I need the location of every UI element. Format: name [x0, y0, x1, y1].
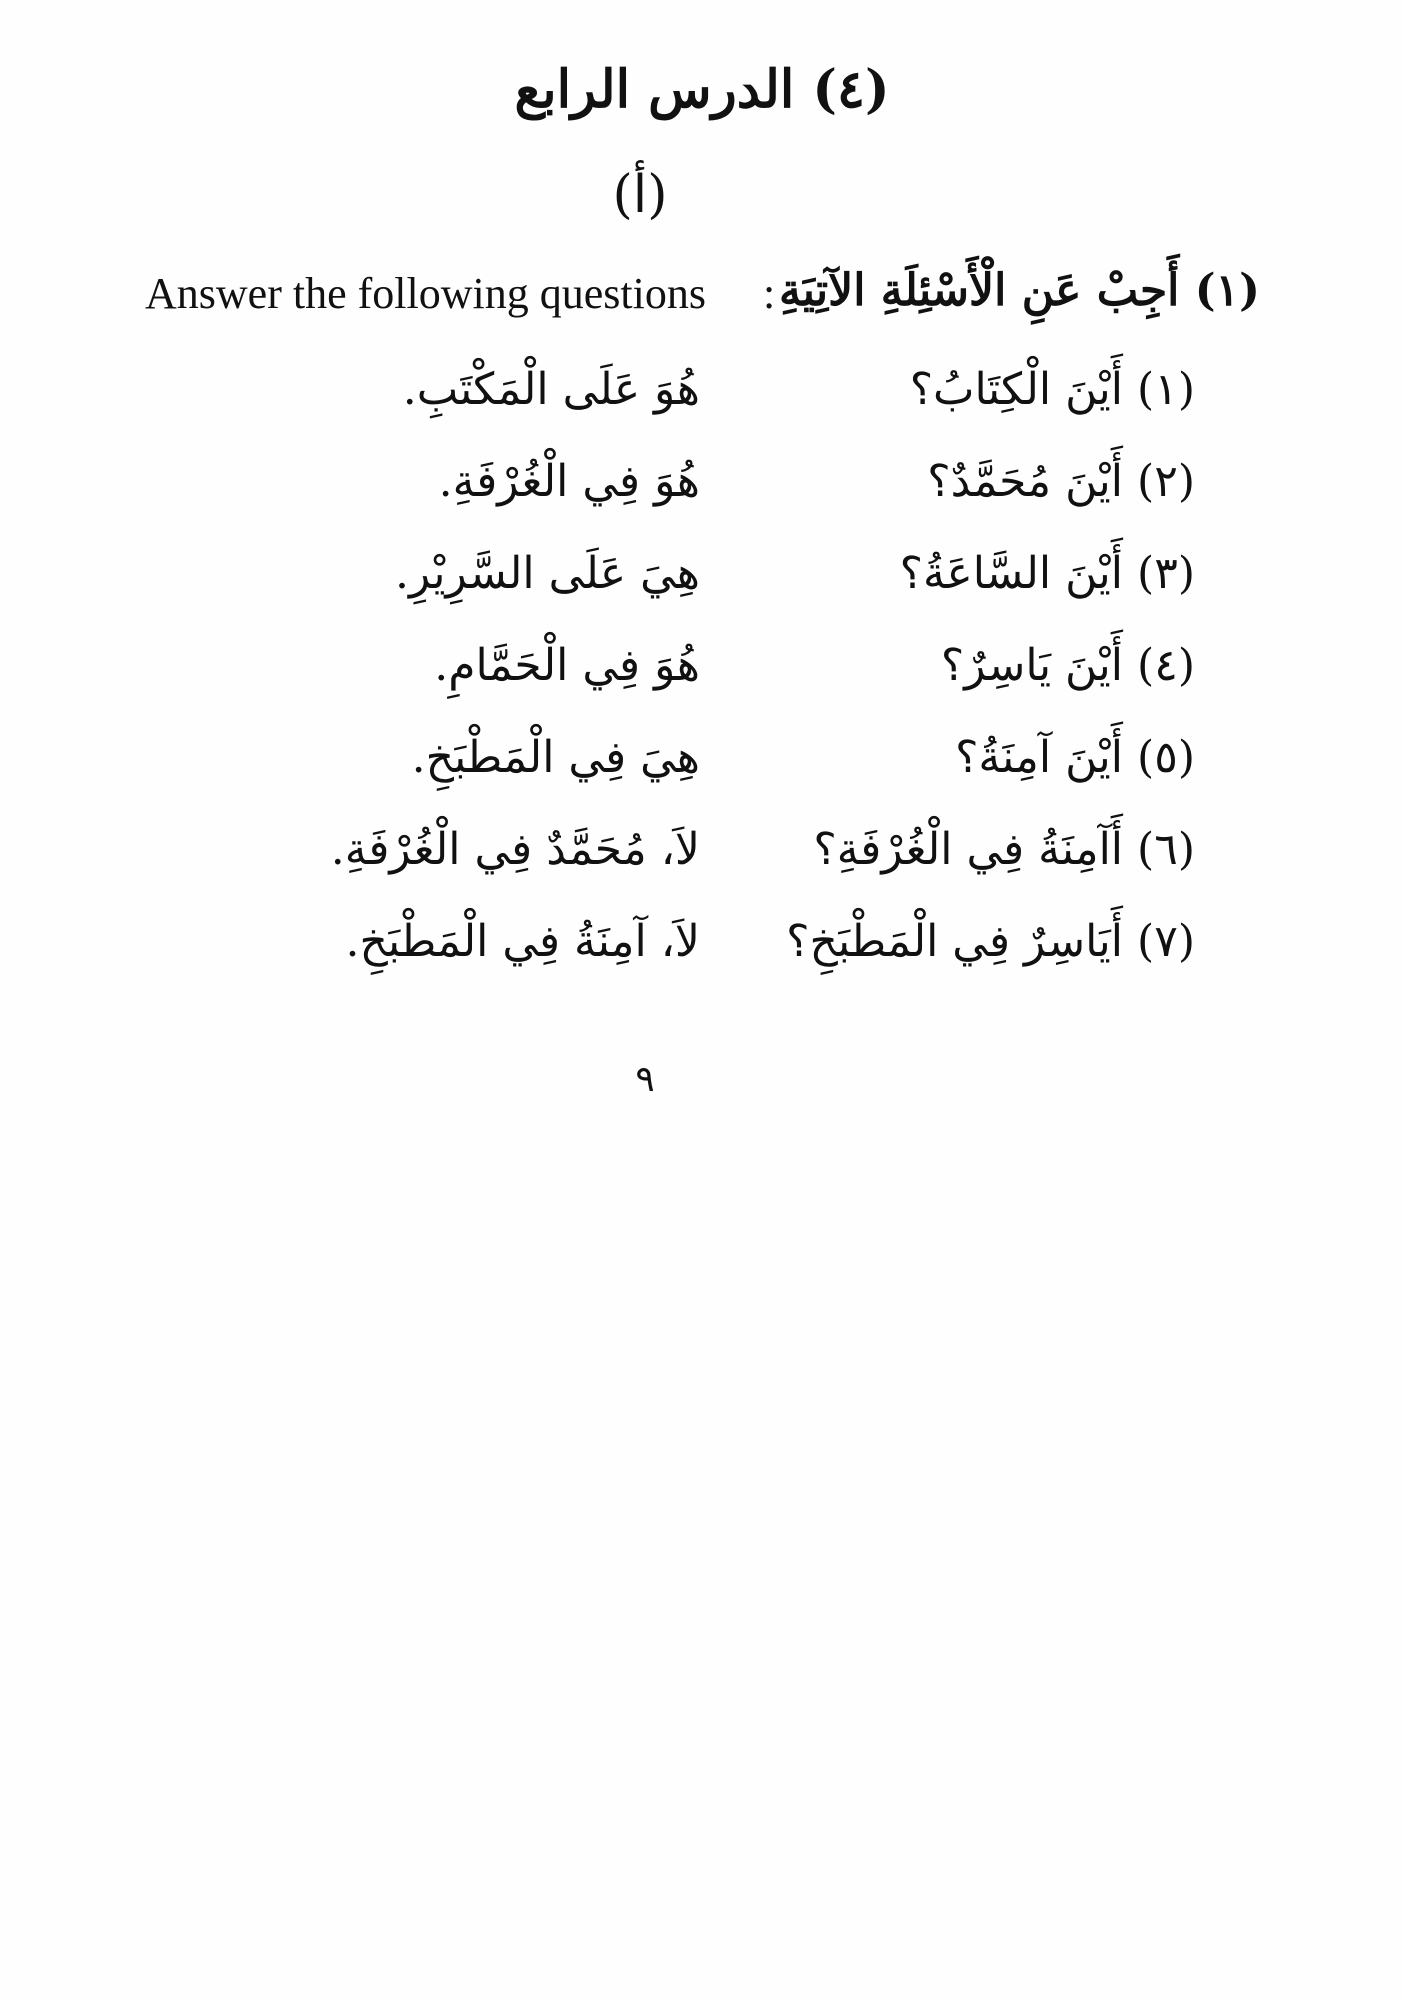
- instruction-row: [145, 258, 1260, 328]
- question-text: (٦) أَآمِنَةُ فِي الْغُرْفَةِ؟: [813, 824, 1195, 875]
- qa-item: [330, 350, 1195, 442]
- question-answer-list: [330, 350, 1195, 994]
- qa-item: [330, 534, 1195, 626]
- answer-text: هُوَ عَلَى الْمَكْتَبِ.: [402, 364, 700, 415]
- instruction-colon: :: [763, 269, 776, 318]
- page-number: ٩: [635, 1059, 655, 1100]
- instruction-english: Answer the following questions: [145, 269, 706, 318]
- question-text: (٤) أَيْنَ يَاسِرٌ؟: [940, 640, 1195, 691]
- qa-item: [330, 718, 1195, 810]
- answer-text: هُوَ فِي الْغُرْفَةِ.: [438, 456, 700, 507]
- answer-text: هُوَ فِي الْحَمَّامِ.: [434, 640, 700, 691]
- question-text: (٣) أَيْنَ السَّاعَةُ؟: [899, 548, 1195, 599]
- qa-item: [330, 902, 1195, 994]
- answer-text: لاَ، آمِنَةُ فِي الْمَطْبَخِ.: [345, 916, 700, 967]
- lesson-title: (٤) الدرس الرابع: [514, 59, 890, 120]
- question-text: (١) أَيْنَ الْكِتَابُ؟: [909, 364, 1195, 415]
- question-text: (٢) أَيْنَ مُحَمَّدٌ؟: [927, 456, 1195, 507]
- answer-text: لاَ، مُحَمَّدٌ فِي الْغُرْفَةِ.: [330, 824, 700, 875]
- section-letter: (أ): [612, 165, 668, 225]
- instruction-arabic: (١) أَجِبْ عَنِ الْأَسْئِلَةِ الآتِيَةِ: [779, 265, 1260, 316]
- question-text: (٥) أَيْنَ آمِنَةُ؟: [955, 732, 1195, 783]
- qa-item: [330, 442, 1195, 534]
- answer-text: هِيَ فِي الْمَطْبَخِ.: [411, 732, 700, 783]
- answer-text: هِيَ عَلَى السَّرِيْرِ.: [394, 548, 700, 599]
- question-text: (٧) أَيَاسِرٌ فِي الْمَطْبَخِ؟: [786, 916, 1195, 967]
- qa-item: [330, 810, 1195, 902]
- qa-item: [330, 626, 1195, 718]
